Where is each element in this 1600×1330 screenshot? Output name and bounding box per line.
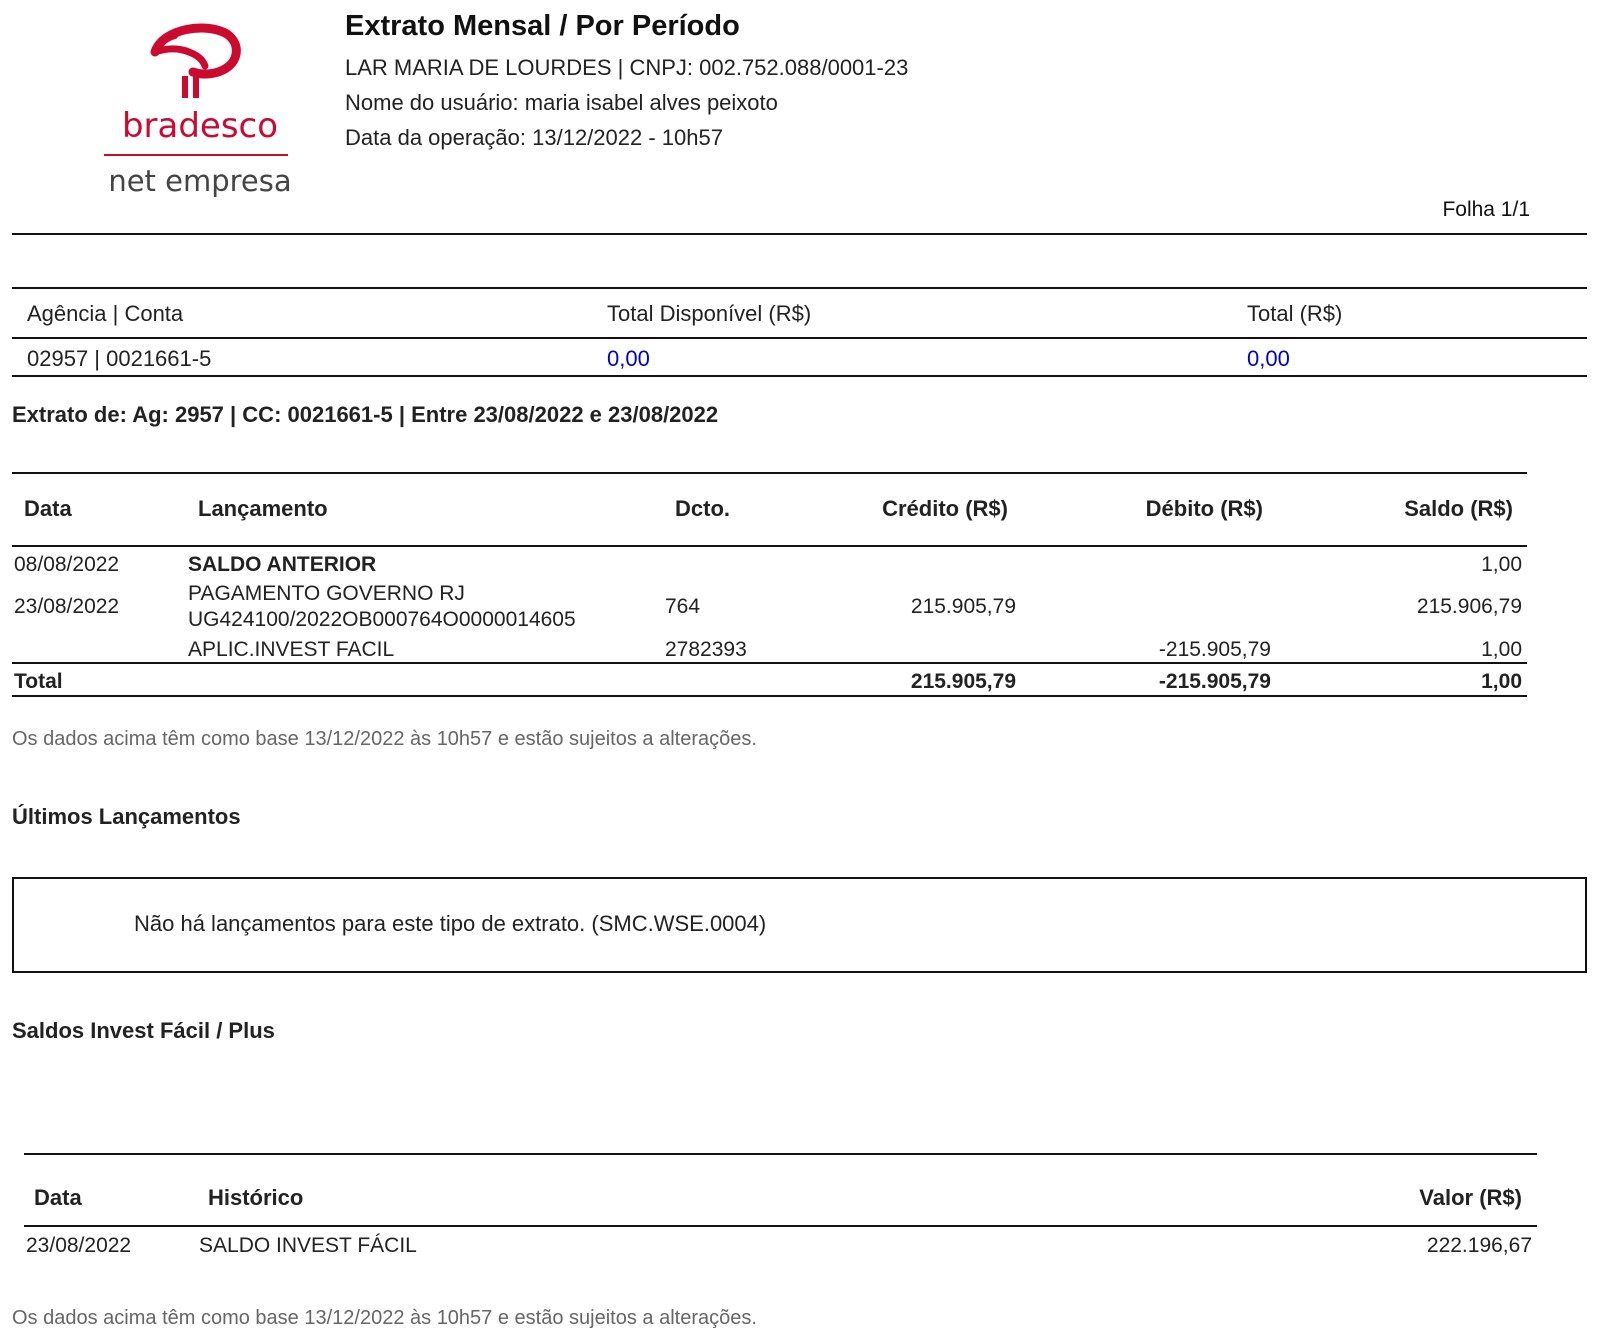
account-header-available: Total Disponível (R$) (607, 301, 812, 326)
company-line: LAR MARIA DE LOURDES | CNPJ: 002.752.088/0001-23 (345, 55, 909, 80)
operation-date-line: Data da operação: 13/12/2022 - 10h57 (345, 125, 723, 150)
col-document: Dcto. (675, 496, 730, 521)
col-description: Lançamento (198, 496, 328, 521)
logo-product: net empresa (108, 164, 292, 198)
account-value-total: 0,00 (1247, 346, 1290, 371)
account-table-top-rule (12, 287, 1587, 289)
total-balance: 1,00 (1481, 670, 1522, 693)
page-title: Extrato Mensal / Por Período (345, 10, 740, 42)
table-row-description: PAGAMENTO GOVERNO RJ (188, 582, 465, 605)
header-divider (12, 233, 1587, 235)
table-row-debit: -215.905,79 (1158, 638, 1271, 661)
invest-row-date: 23/08/2022 (26, 1234, 132, 1257)
no-entries-box (12, 877, 1587, 973)
invest-col-date: Data (34, 1185, 82, 1210)
invest-row-history: SALDO INVEST FÁCIL (199, 1234, 417, 1257)
table-row-description: APLIC.INVEST FACIL (188, 638, 395, 661)
col-date: Data (24, 496, 72, 521)
account-header-total: Total (R$) (1247, 301, 1343, 326)
table-row-balance: 1,00 (1481, 638, 1522, 661)
invest-title: Saldos Invest Fácil / Plus (12, 1018, 275, 1043)
statement-total-rule (12, 662, 1527, 664)
table-row-date: 23/08/2022 (14, 595, 120, 618)
bradesco-logo (100, 14, 300, 204)
account-header-agency: Agência | Conta (27, 301, 184, 326)
table-row-date: 08/08/2022 (14, 553, 120, 576)
invest-col-value: Valor (R$) (1419, 1185, 1522, 1210)
total-debit: -215.905,79 (1158, 670, 1271, 693)
invest-table-top-rule (24, 1153, 1537, 1155)
invest-header-rule (24, 1225, 1537, 1227)
account-value-available: 0,00 (607, 346, 650, 371)
invest-row-value: 222.196,67 (1426, 1234, 1532, 1257)
table-row-document: 764 (665, 595, 701, 618)
invest-disclaimer: Os dados acima têm como base 13/12/2022 às 10h57 e estão sujeitos a alterações. (12, 1307, 757, 1329)
statement-disclaimer: Os dados acima têm como base 13/12/2022 às 10h57 e estão sujeitos a alterações. (12, 728, 757, 750)
user-line: Nome do usuário: maria isabel alves peixoto (345, 90, 778, 115)
bradesco-tree-logo-icon (145, 18, 245, 104)
account-table-bottom-rule (12, 375, 1587, 377)
page-number: Folha 1/1 (1442, 198, 1530, 221)
table-row-description-detail: UG424100/2022OB000764O0000014605 (188, 608, 576, 631)
statement-header-rule (12, 545, 1527, 547)
statement-table-top-rule (12, 472, 1527, 474)
col-debit: Débito (R$) (1145, 496, 1263, 521)
table-row-balance: 1,00 (1481, 553, 1522, 576)
total-credit: 215.905,79 (910, 670, 1016, 693)
account-table-mid-rule (12, 337, 1587, 339)
logo-brand: bradesco (121, 106, 279, 146)
col-balance: Saldo (R$) (1404, 496, 1513, 521)
no-entries-message: Não há lançamentos para este tipo de extrato. (SMC.WSE.0004) (134, 911, 767, 936)
logo-divider (104, 154, 288, 156)
statement-bottom-rule (12, 695, 1527, 697)
table-row-description: SALDO ANTERIOR (188, 553, 377, 576)
invest-col-history: Histórico (208, 1185, 304, 1210)
latest-title: Últimos Lançamentos (12, 804, 241, 829)
account-value-agency: 02957 | 0021661-5 (27, 346, 212, 371)
col-credit: Crédito (R$) (882, 496, 1008, 521)
table-row-balance: 215.906,79 (1416, 595, 1522, 618)
table-row-credit: 215.905,79 (910, 595, 1016, 618)
statement-title: Extrato de: Ag: 2957 | CC: 0021661-5 | Entre 23/08/2022 e 23/08/2022 (12, 402, 719, 427)
table-row-document: 2782393 (665, 638, 747, 661)
total-label: Total (14, 670, 63, 693)
